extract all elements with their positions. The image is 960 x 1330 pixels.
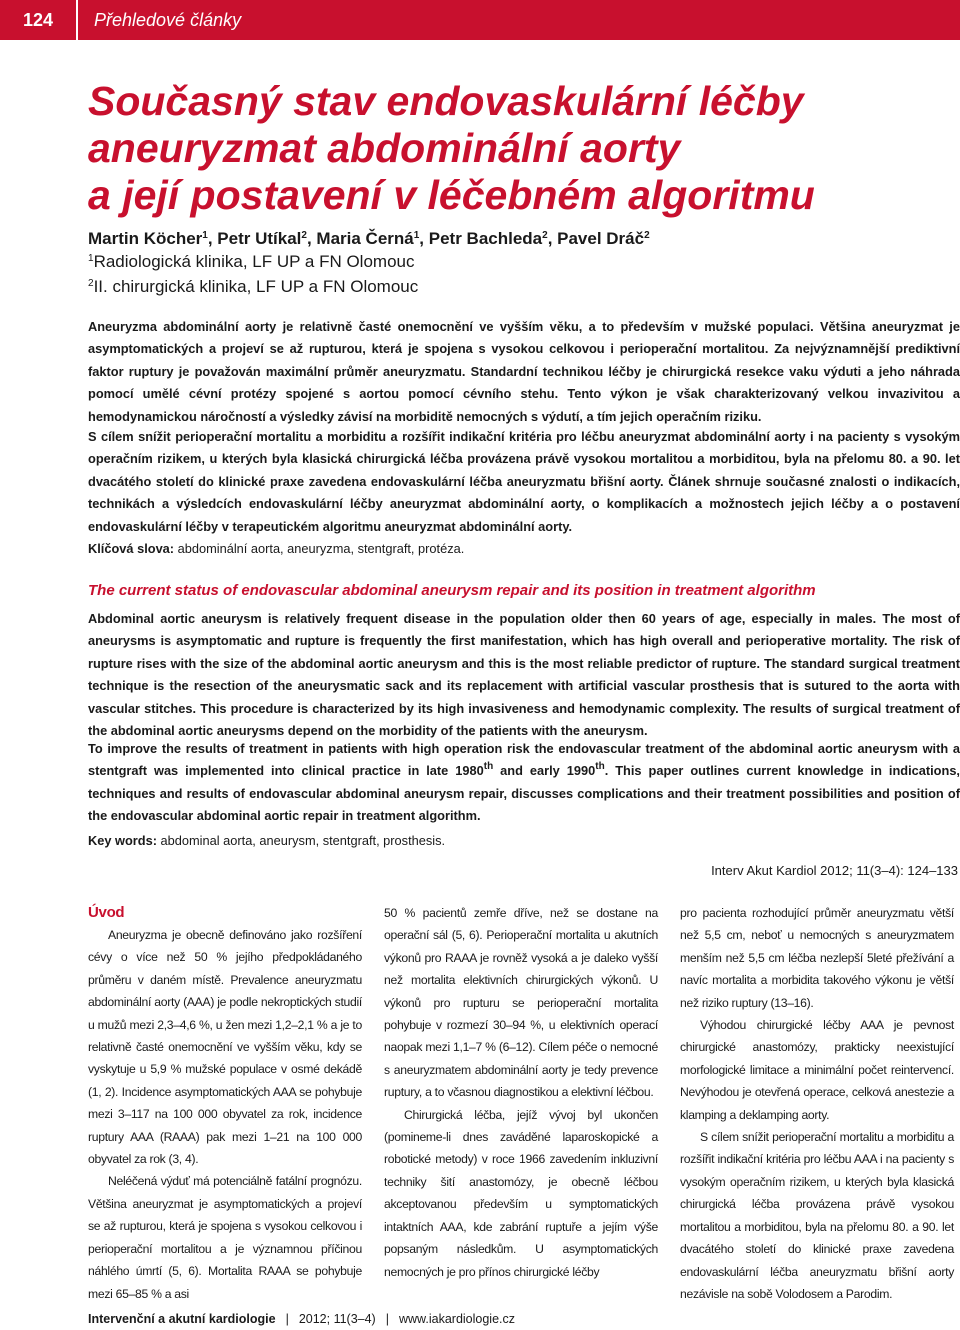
keywords-cz-label: Klíčová slova: xyxy=(88,541,175,556)
body-paragraph: 50 % pacientů zemře dříve, než se dostane na operační sál (5, 6). Perioperační mortalita u akutních výkonů pro RAAA je rovněž vysoká a je daleko vyšší než mortalita elektivních chirurgických výkonů. U výkonů pro rupturu se perioperační mortalita pohybuje v rozmezí 30–94 %, u elektivních operací naopak mezi 1,1–7 % (6–12). Cílem péče o nemocné s aneuryzmatem abdominální aorty je tedy prevence ruptury, a to včasnou diagnostikou a elektivní léčbou. xyxy=(384,906,658,1100)
header-bar xyxy=(0,0,960,40)
affiliation-sup: 2 xyxy=(88,278,94,289)
journal-url[interactable]: www.iakardiologie.cz xyxy=(398,1312,516,1326)
author: , Petr Utíkal xyxy=(207,229,302,248)
body-paragraph: Výhodou chirurgické léčby AAA je pevnost chirurgické anastomózy, prakticky neexistující morfologické limitace a minimální počet reintervencí. Nevýhodou je otevřená operace, celková anestezie a klamping a deklamping aorty. xyxy=(680,1018,954,1122)
abstract-cz-paragraph-1: Aneuryzma abdominální aorty je relativně časté onemocnění ve vyšším věku, a to především v mužské populaci. Většina aneuryzmat je asymptomatických a projeví se až rupturou, která je spojena s vysokou celkovou i perioperační mortalitou. Za nejvýznamnější prediktivní faktor ruptury je považován maximální průměr aneuryzmatu. Standardní technikou léčby je chirurgická resekce vaku výduti a jeho náhrada pomocí umělé cévní protézy spojené s aortou pomocí cévního stehu. Tento výkon je však charakterizovaný velkou invazivitou a hemodynamickou náročností a výsledky závisí na morbiditě nemocných s výdutí, a tím jejich operačním riziku. xyxy=(88,319,960,424)
affiliation-sup: 1 xyxy=(88,253,94,264)
author-affiliation-sup: 2 xyxy=(301,230,307,241)
affiliation-2 xyxy=(88,276,418,298)
abstract-cz-paragraph-2: S cílem snížit perioperační mortalitu a morbiditu a rozšířit indikační kritéria pro léčbu aneuryzmat abdominální aorty i na pacienty s vysokým operačním rizikem, u kterých byla klasická chirurgická léčba provázena právě vysokou mortalitou a morbiditou, byla na přelomu 80. a 90. let dvacátého století do klinické praxe zavedena endovaskulární léčba aneuryzmatu břišní aorty. Článek shrnuje současné znalosti o indikacích, technikách a výsledcích endovaskulární léčby aneuryzmat abdominální aorty, o komplikacích a možnostech jejich léčby a o postavení endovaskulární léčby v terapeutickém algoritmu aneuryzmat abdominální aorty. xyxy=(88,429,960,534)
keywords-cz-text: abdominální aorta, aneuryzma, stentgraft, protéza. xyxy=(174,541,465,556)
section-label: Přehledové články xyxy=(94,9,242,30)
footer-separator: | xyxy=(385,1312,389,1326)
body-paragraph: Chirurgická léčba, jejíž vývoj byl ukončen (pomineme-li dnes zaváděné laparoskopické a robotické metody) v roce 1966 zavedením inkluzivní techniky šití anastomózy, je obecně léčbou akceptovanou především u symptomatických intaktních AAA, kde zabrání ruptuře a jejím výše popsaným následkům. U asymptomatických nemocných je pro přínos chirurgické léčby xyxy=(384,1107,658,1279)
abstract-en-text-a: To improve the results of treatment in patients with high operation risk the endovascular treatment of the abdominal aortic aneurysm with a stentgraft was implemented into clinical practice in late 1980 xyxy=(88,741,960,779)
ordinal-sup: th xyxy=(483,761,494,773)
author: , Petr Bachleda xyxy=(419,229,543,248)
header-divider xyxy=(76,0,78,40)
keywords-en-label: Key words: xyxy=(88,833,157,848)
ordinal-sup: th xyxy=(595,761,605,773)
author-affiliation-sup: 1 xyxy=(413,230,420,241)
affiliation-text: II. chirurgická klinika, LF UP a FN Olomouc xyxy=(93,277,419,296)
abstract-en-paragraph-2 xyxy=(88,738,960,828)
title-line-2: aneuryzmat abdominální aorty xyxy=(88,125,681,171)
body-column-1 xyxy=(88,902,362,1305)
abstract-en-text-c: . This paper outlines current knowledge in indications, techniques and results of endovascular abdominal aneurysm repair, discusses complications and their treatment possibilities and position of the endovascular abdominal aortic repair in treatment algorithm. xyxy=(88,763,960,824)
body-paragraph: Aneuryzma je obecně definováno jako rozšíření cévy o více než 50 % jejího předpokládaného průměru v daném místě. Prevalence aneuryzmatu abdominální aorty (AAA) je podle nekroptických studií u mužů mezi 2,3–4,6 %, u žen mezi 1,2–2,1 % a je to relativně časté onemocnění ve vyšším věku, kdy se vyskytuje u 5,9 % mužské populace v osmé dekádě (1, 2). Incidence asymptomatických AAA se pohybuje mezi 3–117 na 100 000 obyvatel za rok, incidence ruptury AAA (RAAA) pak mezi 1–21 na 100 000 obyvatel za rok (3, 4). xyxy=(88,928,362,1167)
keywords-cz xyxy=(88,538,464,560)
abstract-en-paragraph-1: Abdominal aortic aneurysm is relatively frequent disease in the population older then 60 years of age, especially in males. The most of aneurysms is asymptomatic and rupture is frequently the first manifestation, which has high overall and perioperative mortality. The risk of rupture rises with the size of the abdominal aortic aneurysm and this is the most reliable predictor of rupture. The standard surgical treatment technique is the resection of the aneurysmatic sack and its replacement with artificial vascular prosthesis that is sutured to the aorta with vascular stitches. This procedure is characterized by its high invasiveness and hemodynamic complexity. The results of surgical treatment of the abdominal aortic aneurysms depend on the morbidity of the patients with the aneurysm. xyxy=(88,611,960,739)
citation: Interv Akut Kardiol 2012; 11(3–4): 124–133 xyxy=(711,863,958,878)
author: Martin Köcher xyxy=(88,229,203,248)
english-title: The current status of endovascular abdominal aneurysm repair and its position in treatment algorithm xyxy=(88,582,816,599)
author-affiliation-sup: 2 xyxy=(542,230,548,241)
body-column-3 xyxy=(680,902,954,1305)
abstract-en-text-b: and early 1990 xyxy=(493,763,596,779)
section-heading-uvod: Úvod xyxy=(88,904,125,921)
body-column-2 xyxy=(384,902,658,1283)
body-paragraph: Neléčená výduť má potenciálně fatální prognózu. Většina aneuryzmat je asymptomatických a projeví se až rupturou, která je spojena s vysokou celkovou i perioperační mortalitou a je významnou příčinou náhlého úmrtí (5, 6). Mortalita RAAA se pohybuje mezi 65–85 % a asi xyxy=(88,1174,362,1301)
footer-separator: | xyxy=(285,1312,289,1326)
journal-name: Intervenční a akutní kardiologie xyxy=(88,1312,276,1326)
body-paragraph: S cílem snížit perioperační mortalitu a morbiditu a rozšířit indikační kritéria pro léčbu AAA i na pacienty s vysokým operačním rizikem, u kterých byla klasická chirurgická léčba provázena právě vysokou mortalitou a morbiditou, byla na přelomu 80. a 90. let dvacátého století do klinické praxe zavedena endovaskulární léčba aneuryzmatu břišní aorty nezávisle na sobě Volodosem a Parodim. xyxy=(680,1130,954,1301)
affiliation-text: Radiologická klinika, LF UP a FN Olomouc xyxy=(93,252,415,271)
keywords-en-text: abdominal aorta, aneurysm, stentgraft, prosthesis. xyxy=(156,833,446,848)
journal-issue: 2012; 11(3–4) xyxy=(298,1312,376,1326)
title-line-3: a její postavení v léčebném algoritmu xyxy=(88,172,815,218)
author-affiliation-sup: 2 xyxy=(644,230,650,241)
author-list xyxy=(88,228,650,250)
affiliation-1 xyxy=(88,251,415,273)
keywords-en xyxy=(88,830,445,852)
article-title xyxy=(88,78,908,219)
page-number: 124 xyxy=(22,9,54,30)
page-footer xyxy=(88,1312,515,1326)
author: , Maria Černá xyxy=(306,229,414,248)
title-line-1: Současný stav endovaskulární léčby xyxy=(88,78,804,124)
author-affiliation-sup: 1 xyxy=(202,230,208,241)
author: , Pavel Dráč xyxy=(547,229,645,248)
body-paragraph: pro pacienta rozhodující průměr aneuryzmatu větší než 5,5 cm, neboť u nemocných s aneuryzmatem menším než 5,5 cm léčba nezlepší 5leté přežívání a navíc mortalita a morbidita takového výkonu je větší než riziko ruptury (13–16). xyxy=(680,906,954,1010)
